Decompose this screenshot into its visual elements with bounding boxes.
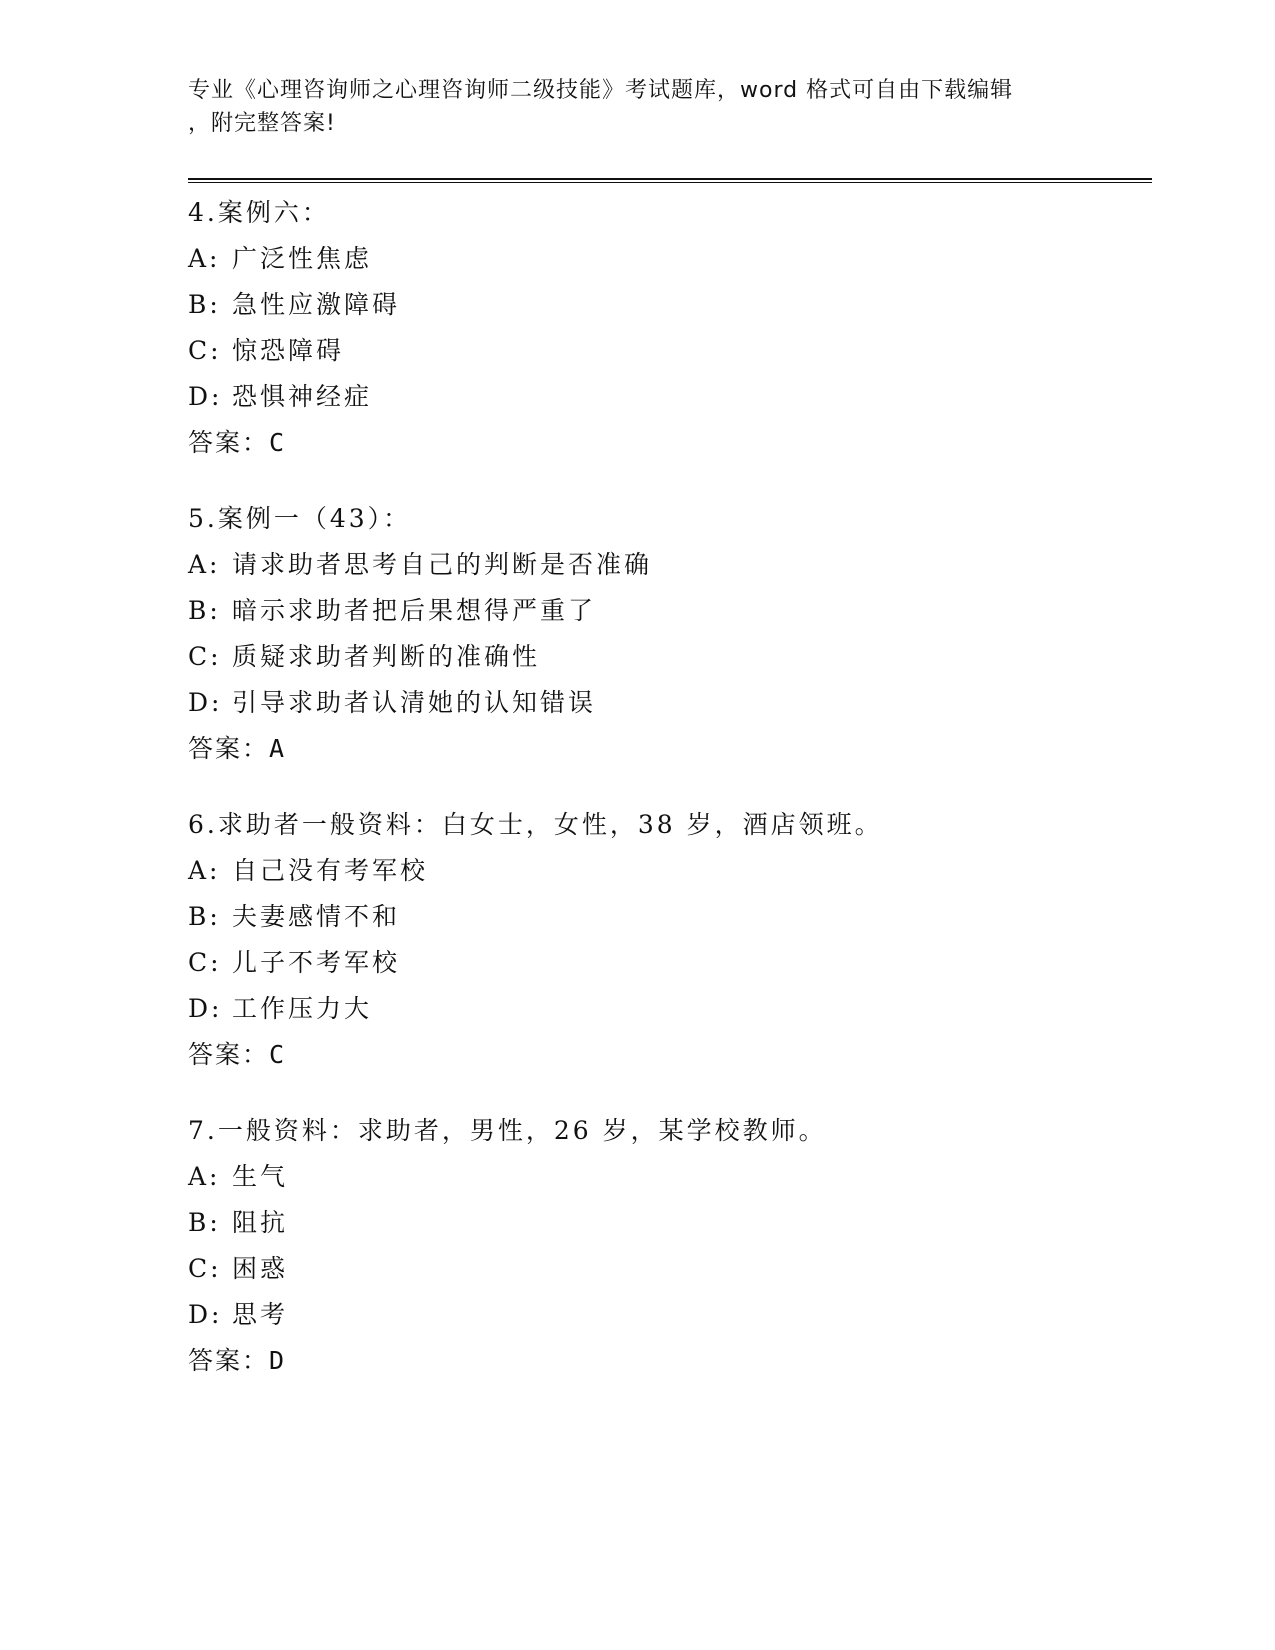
option-text: 广泛性焦虑: [232, 244, 373, 273]
question-stem: 5.案例一（43）：: [188, 504, 412, 533]
answer-label: 答案：: [188, 734, 270, 763]
answer-line: [188, 420, 1148, 466]
option-b: [188, 588, 1148, 634]
header-title-line-2: ，附完整答案!: [188, 111, 336, 136]
option-letter: B:: [188, 290, 221, 319]
option-letter: D:: [188, 994, 223, 1023]
option-a: [188, 848, 1148, 894]
option-text: 儿子不考军校: [232, 948, 401, 977]
option-letter: A:: [188, 244, 221, 273]
option-letter: D:: [188, 688, 223, 717]
answer-line: [188, 726, 1148, 772]
question-stem: 4.案例六：: [188, 198, 330, 227]
option-text: 生气: [232, 1162, 289, 1191]
question-item: [188, 802, 1148, 1078]
option-c: [188, 328, 1148, 374]
question-item: [188, 190, 1148, 466]
option-c: [188, 634, 1148, 680]
option-c: [188, 1246, 1148, 1292]
answer-line: [188, 1338, 1148, 1384]
option-text: 质疑求助者判断的准确性: [232, 642, 541, 671]
answer-value: C: [269, 428, 287, 457]
option-text: 恐惧神经症: [232, 382, 373, 411]
option-text: 急性应激障碍: [232, 290, 401, 319]
answer-value: D: [269, 1346, 287, 1375]
option-d: [188, 374, 1148, 420]
header-divider-thick: [188, 178, 1152, 180]
option-a: [188, 236, 1148, 282]
question-list: [188, 190, 1148, 1414]
option-letter: C:: [188, 1254, 222, 1283]
option-text: 困惑: [232, 1254, 289, 1283]
question-item: [188, 1108, 1148, 1384]
answer-label: 答案：: [188, 1040, 270, 1069]
answer-value: C: [269, 1040, 287, 1069]
answer-label: 答案：: [188, 428, 270, 457]
answer-value: A: [269, 734, 287, 763]
option-letter: B:: [188, 596, 221, 625]
option-b: [188, 1200, 1148, 1246]
option-text: 暗示求助者把后果想得严重了: [232, 596, 597, 625]
option-letter: B:: [188, 902, 221, 931]
answer-line: [188, 1032, 1148, 1078]
option-letter: D:: [188, 1300, 223, 1329]
option-letter: A:: [188, 1162, 221, 1191]
option-text: 引导求助者认清她的认知错误: [232, 688, 597, 717]
answer-label: 答案：: [188, 1346, 270, 1375]
option-letter: C:: [188, 336, 222, 365]
option-letter: C:: [188, 948, 222, 977]
option-b: [188, 282, 1148, 328]
option-text: 夫妻感情不和: [232, 902, 401, 931]
option-text: 自己没有考军校: [232, 856, 429, 885]
option-letter: C:: [188, 642, 222, 671]
option-letter: A:: [188, 550, 221, 579]
question-stem: 6.求助者一般资料：白女士，女性，38 岁，酒店领班。: [188, 810, 883, 839]
option-letter: D:: [188, 382, 223, 411]
option-c: [188, 940, 1148, 986]
question-item: [188, 496, 1148, 772]
option-b: [188, 894, 1148, 940]
header-title-line-1: 专业《心理咨询师之心理咨询师二级技能》考试题库，word 格式可自由下载编辑: [188, 78, 1014, 103]
option-d: [188, 680, 1148, 726]
option-text: 惊恐障碍: [232, 336, 345, 365]
option-a: [188, 542, 1148, 588]
option-d: [188, 1292, 1148, 1338]
option-text: 阻抗: [232, 1208, 289, 1237]
header-divider-thin: [188, 182, 1152, 183]
option-a: [188, 1154, 1148, 1200]
option-d: [188, 986, 1148, 1032]
option-text: 工作压力大: [232, 994, 373, 1023]
option-text: 请求助者思考自己的判断是否准确: [232, 550, 653, 579]
option-text: 思考: [232, 1300, 289, 1329]
document-header: [188, 74, 1088, 140]
option-letter: A:: [188, 856, 221, 885]
option-letter: B:: [188, 1208, 221, 1237]
question-stem: 7.一般资料：求助者，男性，26 岁，某学校教师。: [188, 1116, 827, 1145]
